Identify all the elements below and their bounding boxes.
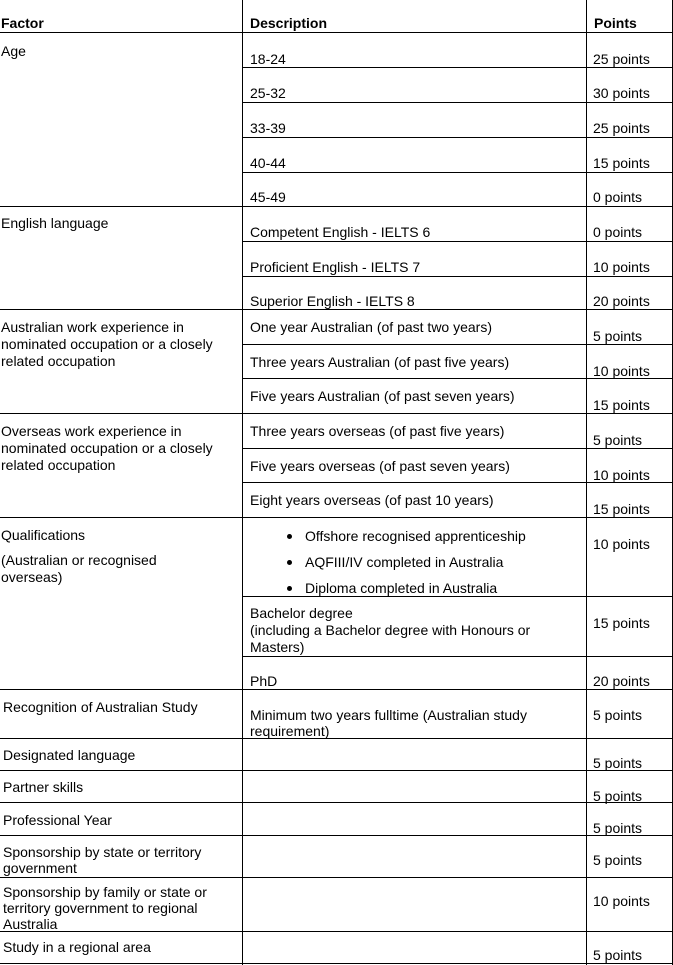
- recognition-desc: Minimum two years fulltime (Australian study: [250, 707, 527, 723]
- factor-overseas-work: Overseas work experience in: [1, 423, 182, 439]
- aus-work-desc: One year Australian (of past two years): [250, 319, 492, 335]
- bachelor-points: 15 points: [593, 615, 650, 631]
- english-points: 20 points: [593, 293, 650, 309]
- row-divider: [0, 770, 673, 771]
- factor-qualifications-sub: (Australian or recognised: [1, 552, 157, 568]
- english-desc: Proficient English - IELTS 7: [250, 259, 421, 275]
- recognition-points: 5 points: [593, 707, 643, 723]
- bachelor-desc: (including a Bachelor degree with Honours or: [250, 622, 531, 638]
- factor-regional-study: Study in a regional area: [3, 939, 151, 955]
- english-points: 10 points: [593, 259, 650, 275]
- header-points: Points: [594, 15, 637, 31]
- factor-aus-work: Australian work experience in: [1, 319, 184, 335]
- age-points: 25 points: [593, 120, 650, 136]
- row-divider: [0, 309, 673, 310]
- aus-work-desc: Three years Australian (of past five years): [250, 354, 510, 370]
- factor-overseas-work: related occupation: [1, 457, 116, 473]
- subrow-divider: [242, 448, 673, 449]
- bullet-icon: [287, 534, 292, 539]
- factor-designated-language: Designated language: [3, 747, 136, 763]
- bachelor-desc: Masters): [250, 639, 305, 655]
- factor-sponsorship-family: Australia: [3, 916, 58, 932]
- factor-professional-year: Professional Year: [3, 812, 112, 828]
- row-divider: [0, 517, 673, 518]
- age-points: 25 points: [593, 51, 650, 67]
- subrow-divider: [242, 241, 673, 242]
- sponsorship-state-points: 5 points: [593, 852, 643, 868]
- age-desc: 18-24: [250, 51, 286, 67]
- factor-aus-work: nominated occupation or a closely: [1, 336, 213, 352]
- subrow-divider: [242, 276, 673, 277]
- row-divider: [0, 835, 673, 836]
- table-bottom-border: [0, 963, 673, 964]
- qualification-bullets-points: 10 points: [593, 536, 650, 552]
- subrow-divider: [242, 172, 673, 173]
- age-desc: 40-44: [250, 155, 286, 171]
- header-description: Description: [250, 15, 328, 31]
- subrow-divider: [242, 67, 673, 68]
- overseas-work-points: 5 points: [593, 432, 643, 448]
- subrow-divider: [242, 596, 673, 597]
- header-factor: Factor: [1, 15, 44, 31]
- english-desc: Competent English - IELTS 6: [250, 224, 431, 240]
- factor-sponsorship-state: government: [3, 860, 77, 876]
- designated-language-points: 5 points: [593, 755, 643, 771]
- subrow-divider: [242, 344, 673, 345]
- age-points: 15 points: [593, 155, 650, 171]
- factor-age: Age: [1, 43, 26, 59]
- qualification-bullet: AQFIII/IV completed in Australia: [305, 554, 504, 570]
- bachelor-desc: Bachelor degree: [250, 605, 353, 621]
- overseas-work-desc: Five years overseas (of past seven years): [250, 458, 510, 474]
- row-divider: [0, 206, 673, 207]
- qualification-bullet: Diploma completed in Australia: [305, 580, 498, 596]
- row-divider: [0, 413, 673, 414]
- factor-aus-work: related occupation: [1, 353, 116, 369]
- english-points: 0 points: [593, 224, 643, 240]
- age-desc: 33-39: [250, 120, 286, 136]
- english-desc: Superior English - IELTS 8: [250, 293, 415, 309]
- factor-sponsorship-state: Sponsorship by state or territory: [3, 844, 202, 860]
- factor-qualifications-sub: overseas): [1, 569, 63, 585]
- factor-overseas-work: nominated occupation or a closely: [1, 440, 213, 456]
- partner-skills-points: 5 points: [593, 788, 643, 804]
- header-divider: [0, 32, 673, 33]
- age-points: 30 points: [593, 85, 650, 101]
- sponsorship-family-points: 10 points: [593, 893, 650, 909]
- bullet-icon: [287, 586, 292, 591]
- aus-work-points: 15 points: [593, 397, 650, 413]
- row-divider: [0, 877, 673, 878]
- recognition-desc: requirement): [250, 723, 330, 739]
- bullet-icon: [287, 560, 292, 565]
- overseas-work-points: 10 points: [593, 467, 650, 483]
- factor-sponsorship-family: Sponsorship by family or state or: [3, 884, 207, 900]
- row-divider: [0, 738, 673, 739]
- subrow-divider: [242, 102, 673, 103]
- subrow-divider: [242, 137, 673, 138]
- aus-work-desc: Five years Australian (of past seven years): [250, 388, 515, 404]
- row-divider: [0, 802, 673, 803]
- qualification-bullet: Offshore recognised apprenticeship: [305, 528, 526, 544]
- factor-english: English language: [1, 215, 109, 231]
- factor-sponsorship-family: territory government to regional: [3, 900, 198, 916]
- phd-points: 20 points: [593, 673, 650, 689]
- regional-study-points: 5 points: [593, 947, 643, 963]
- age-points: 0 points: [593, 189, 643, 205]
- factor-qualifications: Qualifications: [1, 527, 86, 543]
- aus-work-points: 5 points: [593, 328, 643, 344]
- subrow-divider: [242, 656, 673, 657]
- aus-work-points: 10 points: [593, 363, 650, 379]
- overseas-work-desc: Eight years overseas (of past 10 years): [250, 492, 494, 508]
- overseas-work-desc: Three years overseas (of past five years): [250, 423, 505, 439]
- age-desc: 25-32: [250, 85, 286, 101]
- row-divider: [0, 689, 673, 690]
- professional-year-points: 5 points: [593, 820, 643, 836]
- factor-partner-skills: Partner skills: [3, 779, 84, 795]
- overseas-work-points: 15 points: [593, 501, 650, 517]
- row-divider: [0, 931, 673, 932]
- age-desc: 45-49: [250, 189, 286, 205]
- factor-recognition: Recognition of Australian Study: [3, 699, 198, 715]
- phd-desc: PhD: [250, 673, 278, 689]
